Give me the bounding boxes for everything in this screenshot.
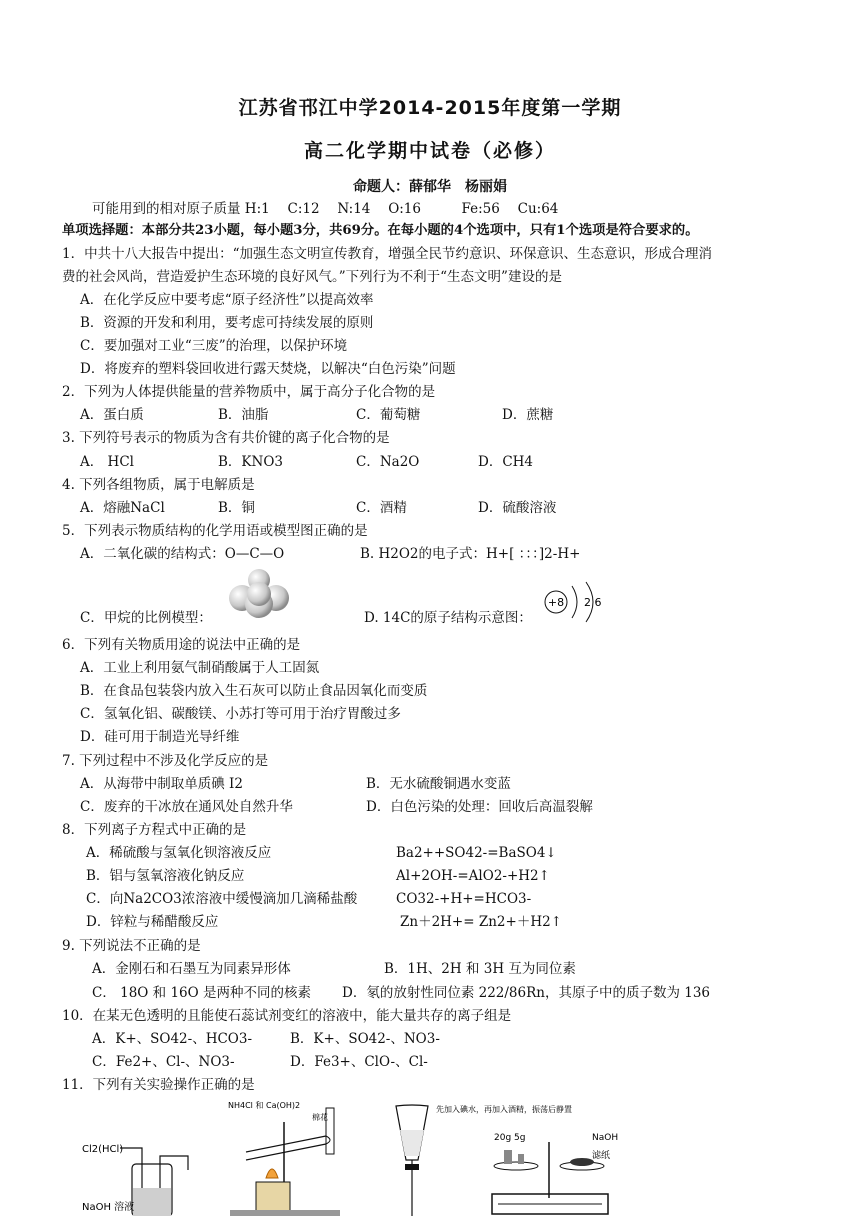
q8-option-d-equation: Zn＋2H+= Zn2+＋H2↑ bbox=[400, 914, 562, 930]
q7-option-d: D．白色污染的处理：回收后高温裂解 bbox=[366, 799, 593, 815]
q1-stem-line2: 费的社会风尚，营造爱护生态环境的良好风气。”下列行为不利于“生态文明”建设的是 bbox=[62, 269, 562, 285]
exam-subtitle: 高二化学期中试卷（必修） bbox=[303, 140, 556, 162]
q7-stem: 7. 下列过程中不涉及化学反应的是 bbox=[62, 753, 269, 769]
fig4-weights-label: 20g 5g bbox=[494, 1133, 526, 1143]
q8-option-c-equation: CO32-+H+=HCO3- bbox=[396, 891, 532, 907]
q9-option-c: C． 18O 和 16O 是两种不同的核素 bbox=[92, 985, 311, 1001]
q7-option-a: A．从海带中制取单质碘 I2 bbox=[80, 776, 243, 792]
q8-option-b: B．铝与氢氧溶液化钠反应 bbox=[86, 868, 245, 884]
q4-stem: 4. 下列各组物质，属于电解质是 bbox=[62, 477, 255, 493]
q4-option-a: A．熔融NaCl bbox=[80, 500, 165, 516]
q2-option-a: A．蛋白质 bbox=[80, 407, 144, 423]
q8-option-a: A．稀硫酸与氢氧化钡溶液反应 bbox=[86, 845, 272, 861]
q6-option-a: A．工业上利用氨气制硝酸属于人工固氮 bbox=[80, 660, 320, 676]
q10-option-d: D．Fe3+、ClO-、Cl- bbox=[290, 1054, 428, 1070]
fig1-bottom-label: NaOH 溶液 bbox=[82, 1202, 135, 1213]
q8-option-b-equation: Al+2OH-=AlO2-+H2↑ bbox=[396, 868, 550, 884]
q5-option-c: C．甲烷的比例模型： bbox=[80, 610, 212, 626]
q10-option-a: A．K+、SO42-、HCO3- bbox=[92, 1031, 253, 1047]
q9-option-d: D．氡的放射性同位素 222/86Rn，其原子中的质子数为 136 bbox=[342, 985, 711, 1001]
q5-option-a: A．二氧化碳的结构式：O—C—O bbox=[80, 546, 285, 562]
q6-option-d: D．硅可用于制造光导纤维 bbox=[80, 729, 240, 745]
fig2-label: NH4Cl 和 Ca(OH)2 bbox=[228, 1101, 301, 1110]
balance-figure bbox=[488, 1128, 628, 1216]
fig3-label: 先加入碘水，再加入酒精，振荡后静置 bbox=[436, 1105, 572, 1114]
fig4-naoh-label: NaOH bbox=[592, 1133, 619, 1143]
q1-option-c: C．要加强对工业“三废”的治理，以保护环境 bbox=[80, 338, 348, 354]
fig1-top-label: Cl2(HCl) bbox=[82, 1144, 124, 1155]
fig4-paper-label: 滤纸 bbox=[592, 1151, 611, 1161]
q10-option-b: B．K+、SO42-、NO3- bbox=[290, 1031, 440, 1047]
methane-model-image bbox=[226, 568, 292, 620]
q1-option-a: A．在化学反应中要考虑“原子经济性”以提高效率 bbox=[80, 292, 374, 308]
q11-stem: 11．下列有关实验操作正确的是 bbox=[62, 1077, 255, 1093]
q8-option-a-equation: Ba2++SO42-=BaSO4↓ bbox=[396, 845, 557, 861]
q4-option-d: D．硫酸溶液 bbox=[478, 500, 557, 516]
nucleus-label: +8 bbox=[547, 596, 565, 609]
q2-stem: 2．下列为人体提供能量的营养物质中，属于高分子化合物的是 bbox=[62, 384, 436, 400]
exam-title: 江苏省邗江中学2014-2015年度第一学期 bbox=[238, 97, 622, 119]
q2-option-d: D．蔗糖 bbox=[502, 407, 554, 423]
q10-stem: 10．在某无色透明的且能使石蕊试剂变红的溶液中，能大量共存的离子组是 bbox=[62, 1008, 512, 1024]
q2-option-c: C．葡萄糖 bbox=[356, 407, 421, 423]
q3-stem: 3. 下列符号表示的物质为含有共价键的离子化合物的是 bbox=[62, 430, 390, 446]
q1-option-d: D．将废弃的塑料袋回收进行露天焚烧，以解决“白色污染”问题 bbox=[80, 361, 456, 377]
q4-option-b: B．铜 bbox=[218, 500, 255, 516]
q9-option-a: A．金刚石和石墨互为同素异形体 bbox=[92, 961, 291, 977]
q1-option-b: B．资源的开发和利用，要考虑可持续发展的原则 bbox=[80, 315, 374, 331]
q5-stem: 5．下列表示物质结构的化学用语或模型图正确的是 bbox=[62, 523, 368, 539]
q4-option-c: C．酒精 bbox=[356, 500, 407, 516]
q7-option-b: B．无水硫酸铜遇水变蓝 bbox=[366, 776, 511, 792]
q3-option-b: B．KNO3 bbox=[218, 454, 283, 470]
q9-option-b: B．1H、2H 和 3H 互为同位素 bbox=[384, 961, 576, 977]
q3-option-d: D．CH4 bbox=[478, 454, 534, 470]
q8-stem: 8．下列离子方程式中正确的是 bbox=[62, 822, 247, 838]
q8-option-d: D．锌粒与稀醋酸反应 bbox=[86, 914, 219, 930]
q2-option-b: B．油脂 bbox=[218, 407, 269, 423]
q6-option-b: B．在食品包装袋内放入生石灰可以防止食品因氧化而变质 bbox=[80, 683, 428, 699]
q3-option-c: C．Na2O bbox=[356, 454, 420, 470]
q8-option-c: C．向Na2CO3浓溶液中缓慢滴加几滴稀盐酸 bbox=[86, 891, 358, 907]
q10-option-c: C．Fe2+、Cl-、NO3- bbox=[92, 1054, 235, 1070]
q6-option-c: C．氢氧化铝、碳酸镁、小苏打等可用于治疗胃酸过多 bbox=[80, 706, 401, 722]
exam-authors: 命题人：薛郁华 杨丽娟 bbox=[353, 179, 507, 195]
section-heading: 单项选择题：本部分共23小题，每小题3分，共69分。在每小题的4个选项中，只有1个选项是符合要求的。 bbox=[62, 223, 699, 238]
q7-option-c: C．废弃的干冰放在通风处自然升华 bbox=[80, 799, 293, 815]
q5-option-d: D. 14C的原子结构示意图： bbox=[364, 610, 532, 626]
q9-stem: 9. 下列说法不正确的是 bbox=[62, 938, 201, 954]
q6-stem: 6．下列有关物质用途的说法中正确的是 bbox=[62, 637, 301, 653]
gas-washing-bottle-figure bbox=[80, 1130, 210, 1216]
q3-option-a: A． HCl bbox=[80, 454, 134, 470]
atomic-structure-diagram bbox=[540, 580, 610, 624]
atomic-masses: 可能用到的相对原子质量 H:1 C:12 N:14 O:16 Fe:56 Cu:64 bbox=[92, 201, 559, 217]
shell-electrons: 2 6 bbox=[584, 596, 602, 609]
fig2-label2: 棉花 bbox=[312, 1113, 328, 1122]
ammonia-preparation-figure bbox=[226, 1098, 356, 1216]
q5-option-b: B. H2O2的电子式：H+[ ：：：]2-H+ bbox=[360, 546, 581, 562]
q1-stem-line1: 1．中共十八大报告中提出：“加强生态文明宣传教育，增强全民节约意识、环保意识、生态意识，形成合理消 bbox=[62, 246, 712, 262]
